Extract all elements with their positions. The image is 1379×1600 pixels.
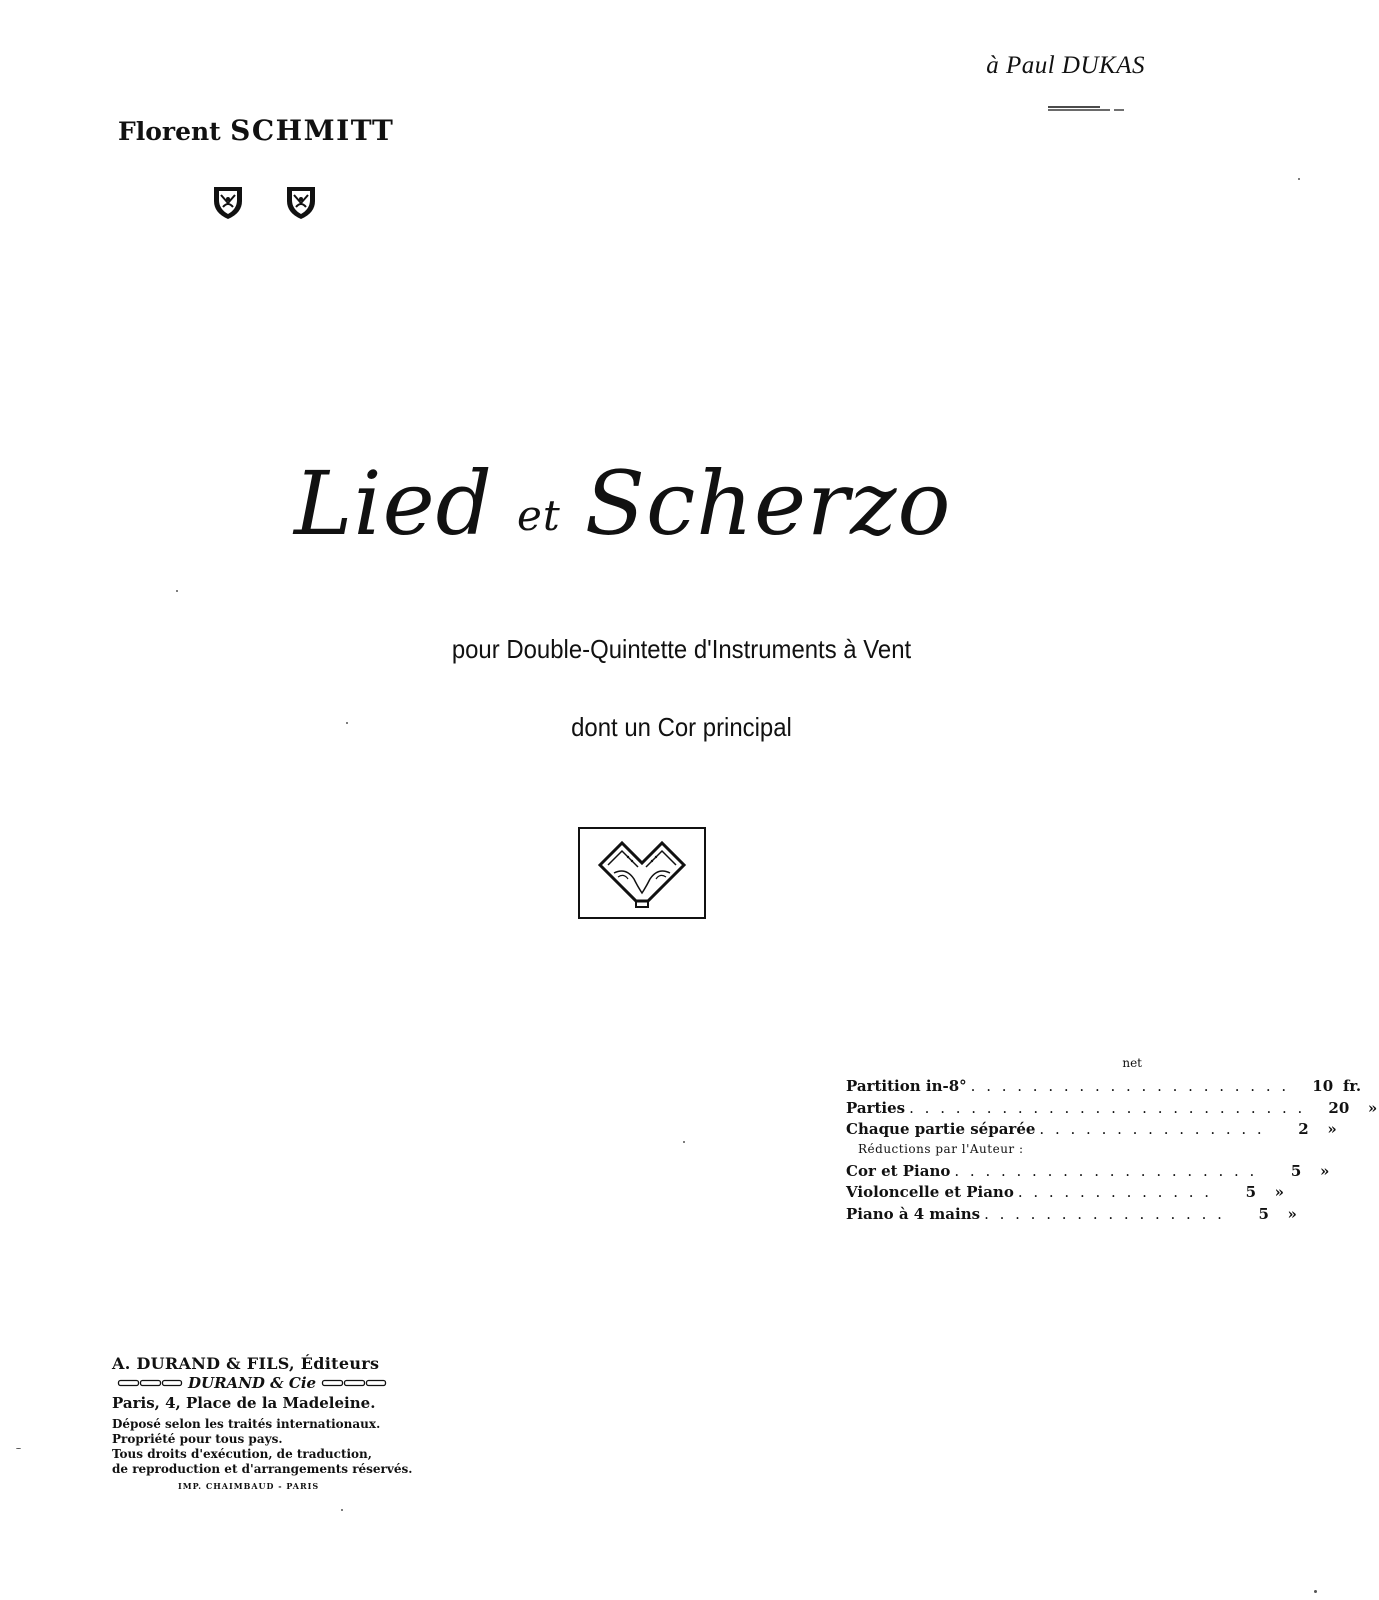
scan-speck [176, 590, 178, 592]
price-value: 5 [1258, 1204, 1269, 1223]
ornament-icon [284, 183, 318, 221]
publisher-block [112, 1354, 412, 1491]
title-part-1: Lied [294, 452, 493, 555]
price-row [846, 1204, 1297, 1227]
composer-last-name: SCHMITT [230, 114, 395, 147]
legal-line: Déposé selon les traités internationaux. [112, 1417, 381, 1431]
leader-dots: . . . . . . . . . . . . . . . . . . . . [954, 1161, 1258, 1180]
dedication: à Paul DUKAS [986, 52, 1145, 79]
price-unit: » [1327, 1120, 1337, 1138]
price-note: Réductions par l'Auteur : [858, 1141, 1024, 1156]
publisher-emblem-icon [578, 827, 706, 919]
price-label: Cor et Piano [846, 1161, 951, 1180]
price-label: Partition in-8° [846, 1077, 967, 1095]
price-row [846, 1098, 1378, 1121]
composer-name [118, 114, 394, 147]
price-label: Parties [846, 1098, 906, 1117]
leader-dots: . . . . . . . . . . . . . . . . . . . . . . . . . . [909, 1098, 1306, 1117]
price-value: 2 [1298, 1120, 1309, 1138]
leader-dots: . . . . . . . . . . . . . . . . [984, 1204, 1225, 1223]
publisher-name: A. DURAND & FILS, Éditeurs [112, 1354, 380, 1373]
work-title [294, 452, 951, 555]
ornamental-rule-icon [322, 1379, 386, 1387]
price-header: net [1122, 1056, 1142, 1070]
leader-dots: . . . . . . . . . . . . . . . [1039, 1120, 1265, 1138]
leader-dots: . . . . . . . . . . . . . . . . . . . . . [970, 1077, 1290, 1095]
price-label: Chaque partie séparée [846, 1120, 1036, 1138]
price-unit: » [1319, 1161, 1330, 1180]
price-row [846, 1077, 1362, 1099]
publisher-successor-line [112, 1374, 412, 1392]
price-label: Violoncelle et Piano [846, 1183, 1014, 1201]
title-conjunction: et [517, 491, 561, 540]
price-value: 20 [1328, 1098, 1350, 1117]
price-row [846, 1161, 1330, 1184]
price-value: 10 [1312, 1077, 1334, 1095]
scan-speck [346, 722, 348, 724]
scan-speck [16, 1448, 21, 1449]
subtitle-line-2: dont un Cor principal [571, 712, 792, 742]
legal-line: Propriété pour tous pays. [112, 1432, 283, 1446]
publisher-address: Paris, 4, Place de la Madeleine. [112, 1394, 376, 1412]
price-label: Piano à 4 mains [846, 1204, 981, 1223]
ornament-icon [211, 183, 245, 221]
ornamental-rule-icon [118, 1379, 182, 1387]
price-list [846, 1056, 1378, 1226]
legal-line: de reproduction et d'arrangements réservés. [112, 1462, 413, 1476]
price-value: 5 [1290, 1161, 1302, 1180]
scan-speck [683, 1141, 685, 1143]
price-unit: » [1274, 1183, 1285, 1201]
price-row [846, 1183, 1285, 1205]
publisher-successor: DURAND & Cie [188, 1374, 317, 1392]
price-unit: fr. [1342, 1077, 1362, 1095]
price-value: 5 [1245, 1183, 1257, 1201]
scan-speck [1314, 1590, 1317, 1593]
legal-notice [112, 1417, 412, 1477]
price-row [846, 1120, 1337, 1142]
legal-line: Tous droits d'exécution, de traduction, [112, 1447, 372, 1461]
scan-speck [341, 1509, 343, 1511]
price-unit: » [1287, 1204, 1297, 1223]
title-part-2: Scherzo [584, 452, 952, 555]
composer-first-name: Florent [118, 117, 221, 146]
price-unit: » [1367, 1098, 1378, 1117]
scan-speck [1298, 178, 1300, 180]
subtitle-line-1: pour Double-Quintette d'Instruments à Vent [451, 634, 912, 664]
printer-imprint: IMP. CHAIMBAUD - PARIS [178, 1481, 320, 1491]
leader-dots: . . . . . . . . . . . . . [1017, 1183, 1213, 1201]
dedication-rule [1048, 106, 1126, 112]
